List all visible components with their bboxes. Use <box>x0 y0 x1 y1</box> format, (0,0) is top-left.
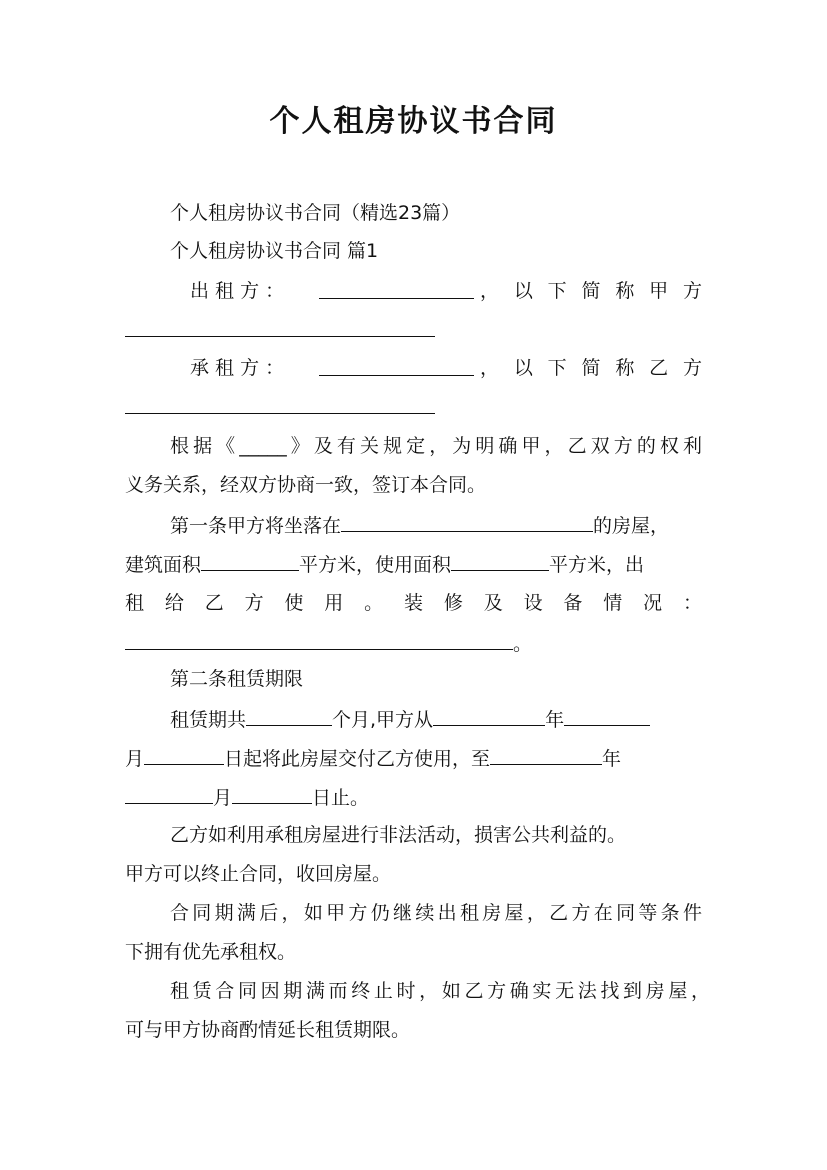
article2-title: 第二条租赁期限 <box>170 668 304 690</box>
equipment-blank <box>125 629 513 650</box>
article1-line1 <box>170 511 669 539</box>
lessor-name-blank <box>125 316 435 344</box>
end-month-blank <box>125 783 213 804</box>
article1-text-b: 的房屋， <box>593 515 670 537</box>
location-blank <box>341 511 593 532</box>
page-title: 个人租房协议书合同 <box>269 104 558 139</box>
term-line3 <box>125 783 369 811</box>
article1-end: 。 <box>513 633 533 655</box>
months-blank <box>246 705 332 726</box>
start-year-blank <box>433 705 545 726</box>
lessee-label: 承 租 方 ： <box>190 357 285 379</box>
article1-text-a: 第一条甲方将坐落在 <box>170 515 342 537</box>
term-text-a: 租赁期共 <box>170 709 247 731</box>
article1-text-c: 建筑面积 <box>125 554 202 576</box>
article1-line2 <box>125 550 644 578</box>
illegal-line1: 乙方如利用承租房屋进行非法活动，损害公共利益的。 <box>170 824 627 846</box>
start-day-blank <box>144 744 224 765</box>
lessor-label: 出 租 方 ： <box>190 280 285 302</box>
term-text-b: 个月,甲方从 <box>332 709 434 731</box>
extend-line1: 租赁合同因期满而终止时，如乙方确实无法找到房屋， <box>170 980 710 1002</box>
extend-line2: 可与甲方协商酌情延长租赁期限。 <box>125 1019 411 1041</box>
end-day-blank <box>232 783 312 804</box>
lessee-blank <box>319 355 474 383</box>
article1-text-d: 平方米，使用面积 <box>299 554 452 576</box>
section-heading: 个人租房协议书合同 篇1 <box>170 240 379 262</box>
renew-line2: 下拥有优先承租权。 <box>125 941 297 963</box>
para-basis-line1: 根据《_____》及有关规定，为明确甲，乙双方的权利 <box>170 435 702 457</box>
lessor-abbr: ， 以 下 简 称 甲 方 <box>480 280 702 302</box>
term-month-2: 月 <box>213 787 233 809</box>
term-year-2: 年 <box>602 748 622 770</box>
subtitle: 个人租房协议书合同（精选23篇） <box>170 202 461 224</box>
term-end: 日止。 <box>312 787 370 809</box>
article1-text-e: 平方米，出 <box>549 554 645 576</box>
usable-area-blank <box>451 550 549 571</box>
term-year-1: 年 <box>545 709 565 731</box>
end-year-blank <box>490 744 602 765</box>
lessor-blank <box>319 278 474 306</box>
article1-line3: 租 给 乙 方 使 用 。 装 修 及 设 备 情 况 ： <box>125 592 702 614</box>
lessee-abbr: ， 以 下 简 称 乙 方 <box>480 357 702 379</box>
para-basis-line2: 义务关系，经双方协商一致，签订本合同。 <box>125 474 487 496</box>
term-text-c: 日起将此房屋交付乙方使用，至 <box>224 748 491 770</box>
article1-line4 <box>125 629 532 657</box>
renew-line1: 合同期满后，如甲方仍继续出租房屋，乙方在同等条件 <box>170 902 702 924</box>
term-month-1: 月 <box>125 748 145 770</box>
lessee-name-blank <box>125 393 435 421</box>
illegal-line2: 甲方可以终止合同，收回房屋。 <box>125 863 392 885</box>
start-month-blank <box>564 705 650 726</box>
term-line2 <box>125 744 621 772</box>
term-line1 <box>170 705 650 733</box>
build-area-blank <box>201 550 299 571</box>
